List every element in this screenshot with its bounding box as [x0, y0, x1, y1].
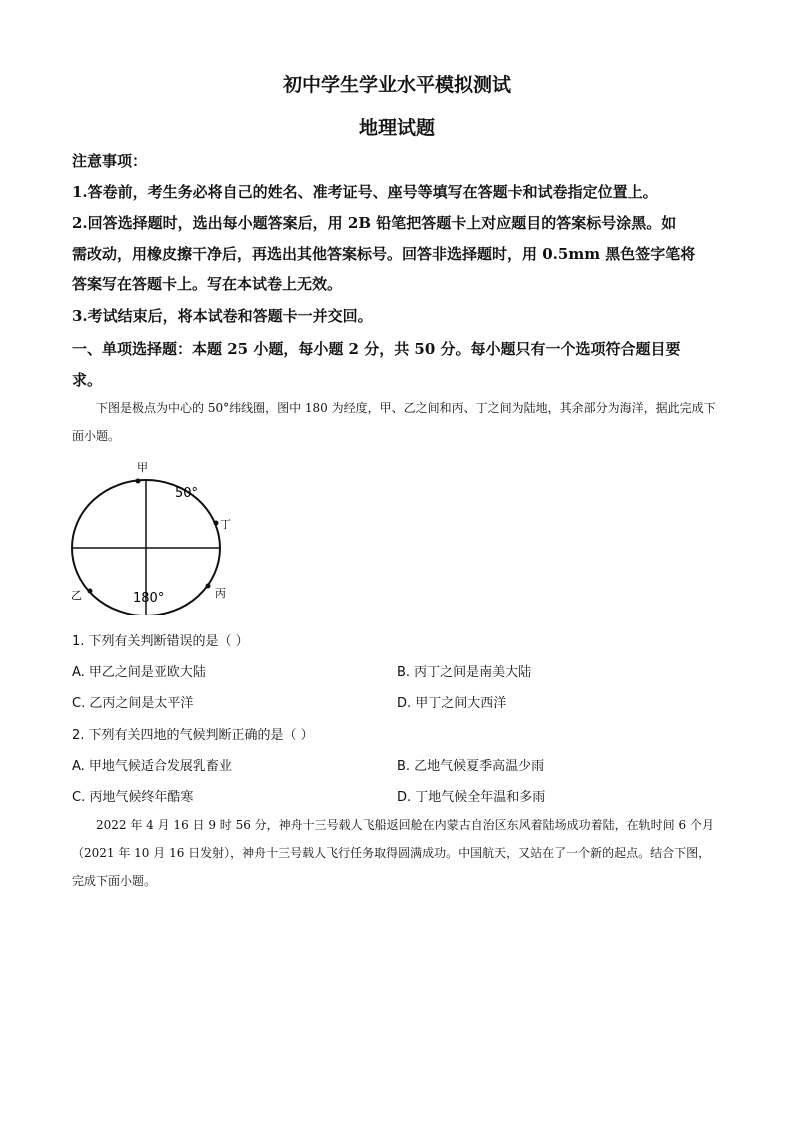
label-jia: 甲	[137, 461, 148, 474]
point-yi	[88, 589, 93, 594]
label-longitude: 180°	[133, 591, 165, 606]
notice-item: 答案写在答题卡上。写在本试卷上无效。	[72, 275, 343, 293]
page-title: 初中学生学业水平模拟测试	[282, 74, 511, 96]
notice-item: 3.考试结束后，将本试卷和答题卡一并交回。	[72, 307, 373, 325]
label-latitude: 50°	[175, 486, 199, 501]
notice-item: 1.答卷前，考生务必将自己的姓名、准考证号、座号等填写在答题卡和试卷指定位置上。	[72, 183, 658, 201]
question-2-option-c: C. 丙地气候终年酷寒	[72, 790, 194, 805]
question-1-stem: 1. 下列有关判断错误的是（ ）	[72, 634, 249, 649]
point-ding	[214, 521, 219, 526]
passage-2: 2022 年 4 月 16 日 9 时 56 分，神舟十三号载人飞船返回舱在内蒙古自治区东风着陆场成功着陆，在轨时间 6 个月（2021 年 10 月 16 日发射），神舟十三号载人飞行任务取得圆满成功。中国航天，又站在了一个新的起点。结合下图，完成下面小题。	[72, 818, 714, 888]
question-2-stem: 2. 下列有关四地的气候判断正确的是（ ）	[72, 728, 314, 743]
label-ding: 丁	[220, 518, 231, 531]
label-bing: 丙	[215, 587, 226, 600]
point-jia	[136, 479, 141, 484]
notice-heading: 注意事项：	[72, 152, 148, 170]
question-1-option-c: C. 乙丙之间是太平洋	[72, 696, 194, 711]
passage-1: 下图是极点为中心的 50°纬线圈，图中 180 为经度，甲、乙之间和丙、丁之间为陆地，其余部分为海洋，据此完成下面小题。	[72, 401, 716, 443]
point-bing	[206, 584, 211, 589]
notice-item: 需改动，用橡皮擦干净后，再选出其他答案标号。回答非选择题时，用 0.5mm 黑色签字笔将	[72, 245, 696, 263]
label-yi: 乙	[71, 589, 82, 602]
section-heading-cont: 求。	[72, 371, 103, 389]
question-1-option-a: A. 甲乙之间是亚欧大陆	[72, 665, 206, 680]
notice-item: 2.回答选择题时，选出每小题答案后，用 2B 铅笔把答题卡上对应题目的答案标号涂黑。如	[72, 214, 677, 232]
question-2-option-d: D. 丁地气候全年温和多雨	[397, 790, 546, 805]
page-subtitle: 地理试题	[358, 117, 435, 139]
latitude-circle-figure	[60, 455, 250, 615]
section-heading: 一、单项选择题：本题 25 小题，每小题 2 分，共 50 分。每小题只有一个选项符合题目要	[72, 340, 681, 358]
question-2-option-a: A. 甲地气候适合发展乳畜业	[72, 759, 232, 774]
question-1-option-d: D. 甲丁之间大西洋	[397, 696, 507, 711]
question-2-option-b: B. 乙地气候夏季高温少雨	[397, 759, 545, 774]
question-1-option-b: B. 丙丁之间是南美大陆	[397, 665, 532, 680]
